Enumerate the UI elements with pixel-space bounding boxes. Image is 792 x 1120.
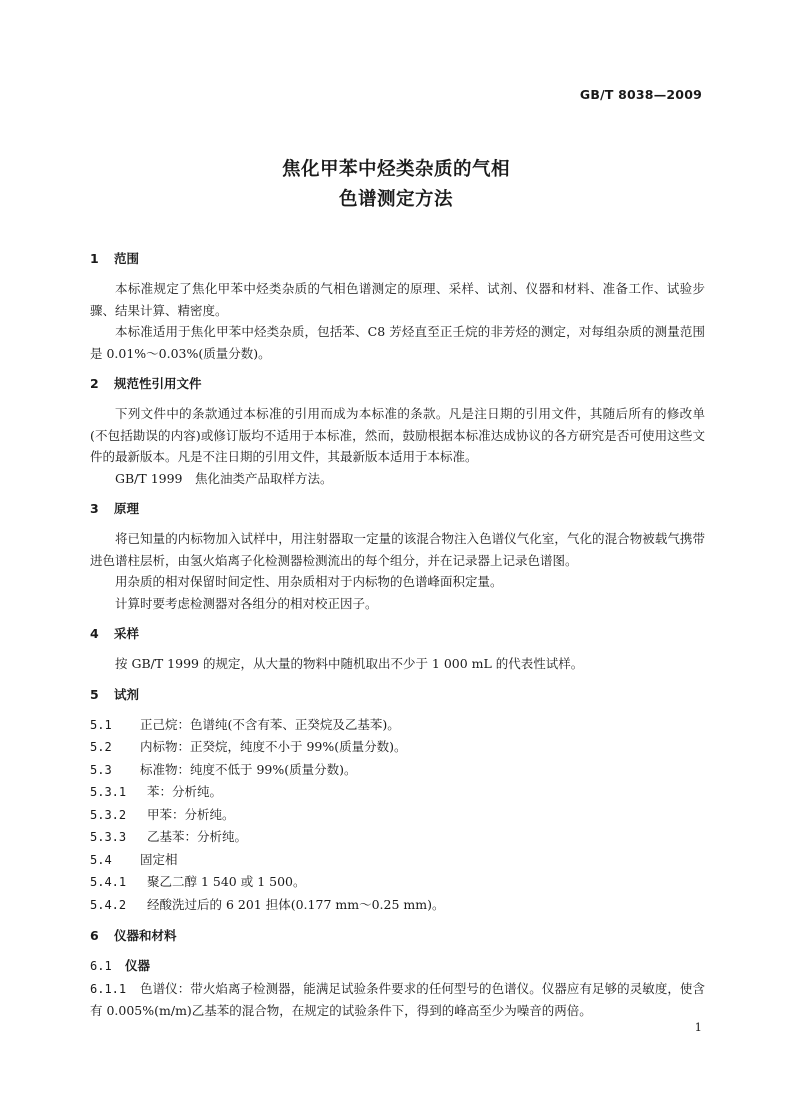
clause-number: 5.4 <box>90 852 112 867</box>
clause-number: 5.3.1 <box>90 785 127 799</box>
paragraph: 本标准适用于焦化甲苯中烃类杂质，包括苯、C8 芳烃直至正壬烷的非芳烃的测定，对每组杂质的测量范围是 0.01%～0.03%(质量分数)。 <box>90 324 705 361</box>
standard-code: GB/T 8038—2009 <box>579 87 702 102</box>
section-number: 6 <box>90 928 99 943</box>
section-heading-principle <box>90 499 705 519</box>
section-number: 1 <box>90 251 99 266</box>
clause-text: 经酸洗过后的 6 201 担体(0.177 mm～0.25 mm)。 <box>147 896 445 912</box>
section-title: 范围 <box>114 251 140 266</box>
paragraph: 用杂质的相对保留时间定性、用杂质相对于内标物的色谱峰面积定量。 <box>115 574 503 589</box>
clause-text: 正己烷：色谱纯(不含有苯、正癸烷及乙基苯)。 <box>140 716 400 732</box>
clause-text: 固定相 <box>140 851 178 867</box>
clause-text: 甲苯：分析纯。 <box>147 806 235 822</box>
section-heading-scope <box>90 249 705 269</box>
section-title: 原理 <box>114 501 140 516</box>
section-title: 采样 <box>114 626 140 641</box>
list-item <box>90 781 705 804</box>
section-number: 2 <box>90 376 99 391</box>
page-number: 1 <box>694 1020 702 1034</box>
clause-text: 色谱仪：带火焰离子检测器，能满足试验条件要求的任何型号的色谱仪。仪器应有足够的灵敏度，使含有 0.005%(m/m)乙基苯的混合物，在规定的试验条件下，得到的峰高至少为噪音的两倍。 <box>90 980 705 1018</box>
paragraph: 下列文件中的条款通过本标准的引用而成为本标准的条款。凡是注日期的引用文件，其随后所有的修改单(不包括勘误的内容)或修订版均不适用于本标准，然而，鼓励根据本标准达成协议的各方研究是否可使用这些文件的最新版本。凡是不注日期的引用文件，其最新版本适用于本标准。 <box>90 406 705 464</box>
clause-number: 5.4.2 <box>90 897 127 912</box>
list-item <box>90 849 705 872</box>
clause-text: 苯：分析纯。 <box>147 784 223 799</box>
list-item <box>90 736 705 759</box>
list-item <box>90 894 705 917</box>
section-heading-reagents <box>90 685 705 705</box>
clause-number: 5.3.2 <box>90 807 127 822</box>
section-heading-normative-references <box>90 374 705 394</box>
clause-number: 6.1 <box>90 959 112 973</box>
section-number: 4 <box>90 626 99 641</box>
paragraph: 本标准规定了焦化甲苯中烃类杂质的气相色谱测定的原理、采样、试剂、仪器和材料、准备工作、试验步骤、结果计算、精密度。 <box>90 281 705 318</box>
document-title-line-2: 色谱测定方法 <box>338 189 453 210</box>
subsection-heading-instruments <box>90 955 705 978</box>
section-heading-sampling <box>90 624 705 644</box>
clause-number: 5.3 <box>90 762 112 777</box>
list-item <box>90 871 705 894</box>
paragraph: 计算时要考虑检测器对各组分的相对校正因子。 <box>115 595 378 611</box>
paragraph: 按 GB/T 1999 的规定，从大量的物料中随机取出不少于 1 000 mL 的代表性试样。 <box>115 656 584 671</box>
section-number: 3 <box>90 501 99 516</box>
section-heading-apparatus <box>90 926 705 946</box>
clause-text: 内标物：正癸烷，纯度不小于 99%(质量分数)。 <box>140 739 407 754</box>
section-title: 仪器和材料 <box>114 928 177 943</box>
paragraph: 将已知量的内标物加入试样中，用注射器取一定量的该混合物注入色谱仪气化室，气化的混合物被载气携带进色谱柱层析，由氢火焰离子化检测器检测流出的每个组分，并在记录器上记录色谱图。 <box>90 531 705 568</box>
document-body <box>90 249 705 1022</box>
clause-number: 5.1 <box>90 717 112 732</box>
clause-text: 乙基苯：分析纯。 <box>147 829 248 844</box>
list-item <box>90 714 705 737</box>
list-item <box>90 759 705 782</box>
section-title: 规范性引用文件 <box>114 376 202 391</box>
list-item <box>90 804 705 827</box>
clause-number: 5.3.3 <box>90 830 127 844</box>
clause-number: 5.4.1 <box>90 875 127 889</box>
reference-entry: GB/T 1999 焦化油类产品取样方法。 <box>115 470 333 486</box>
clause-number: 5.2 <box>90 740 112 754</box>
clause-title: 仪器 <box>125 958 151 973</box>
list-item <box>90 826 705 849</box>
clause-number: 6.1.1 <box>90 981 127 996</box>
section-title: 试剂 <box>114 686 140 702</box>
clause-text: 聚乙二醇 1 540 或 1 500。 <box>147 874 306 889</box>
list-item <box>90 978 705 1022</box>
section-number: 5 <box>90 686 99 702</box>
document-title-line-1: 焦化甲苯中烃类杂质的气相 <box>281 159 510 180</box>
clause-text: 标准物：纯度不低于 99%(质量分数)。 <box>140 761 357 777</box>
